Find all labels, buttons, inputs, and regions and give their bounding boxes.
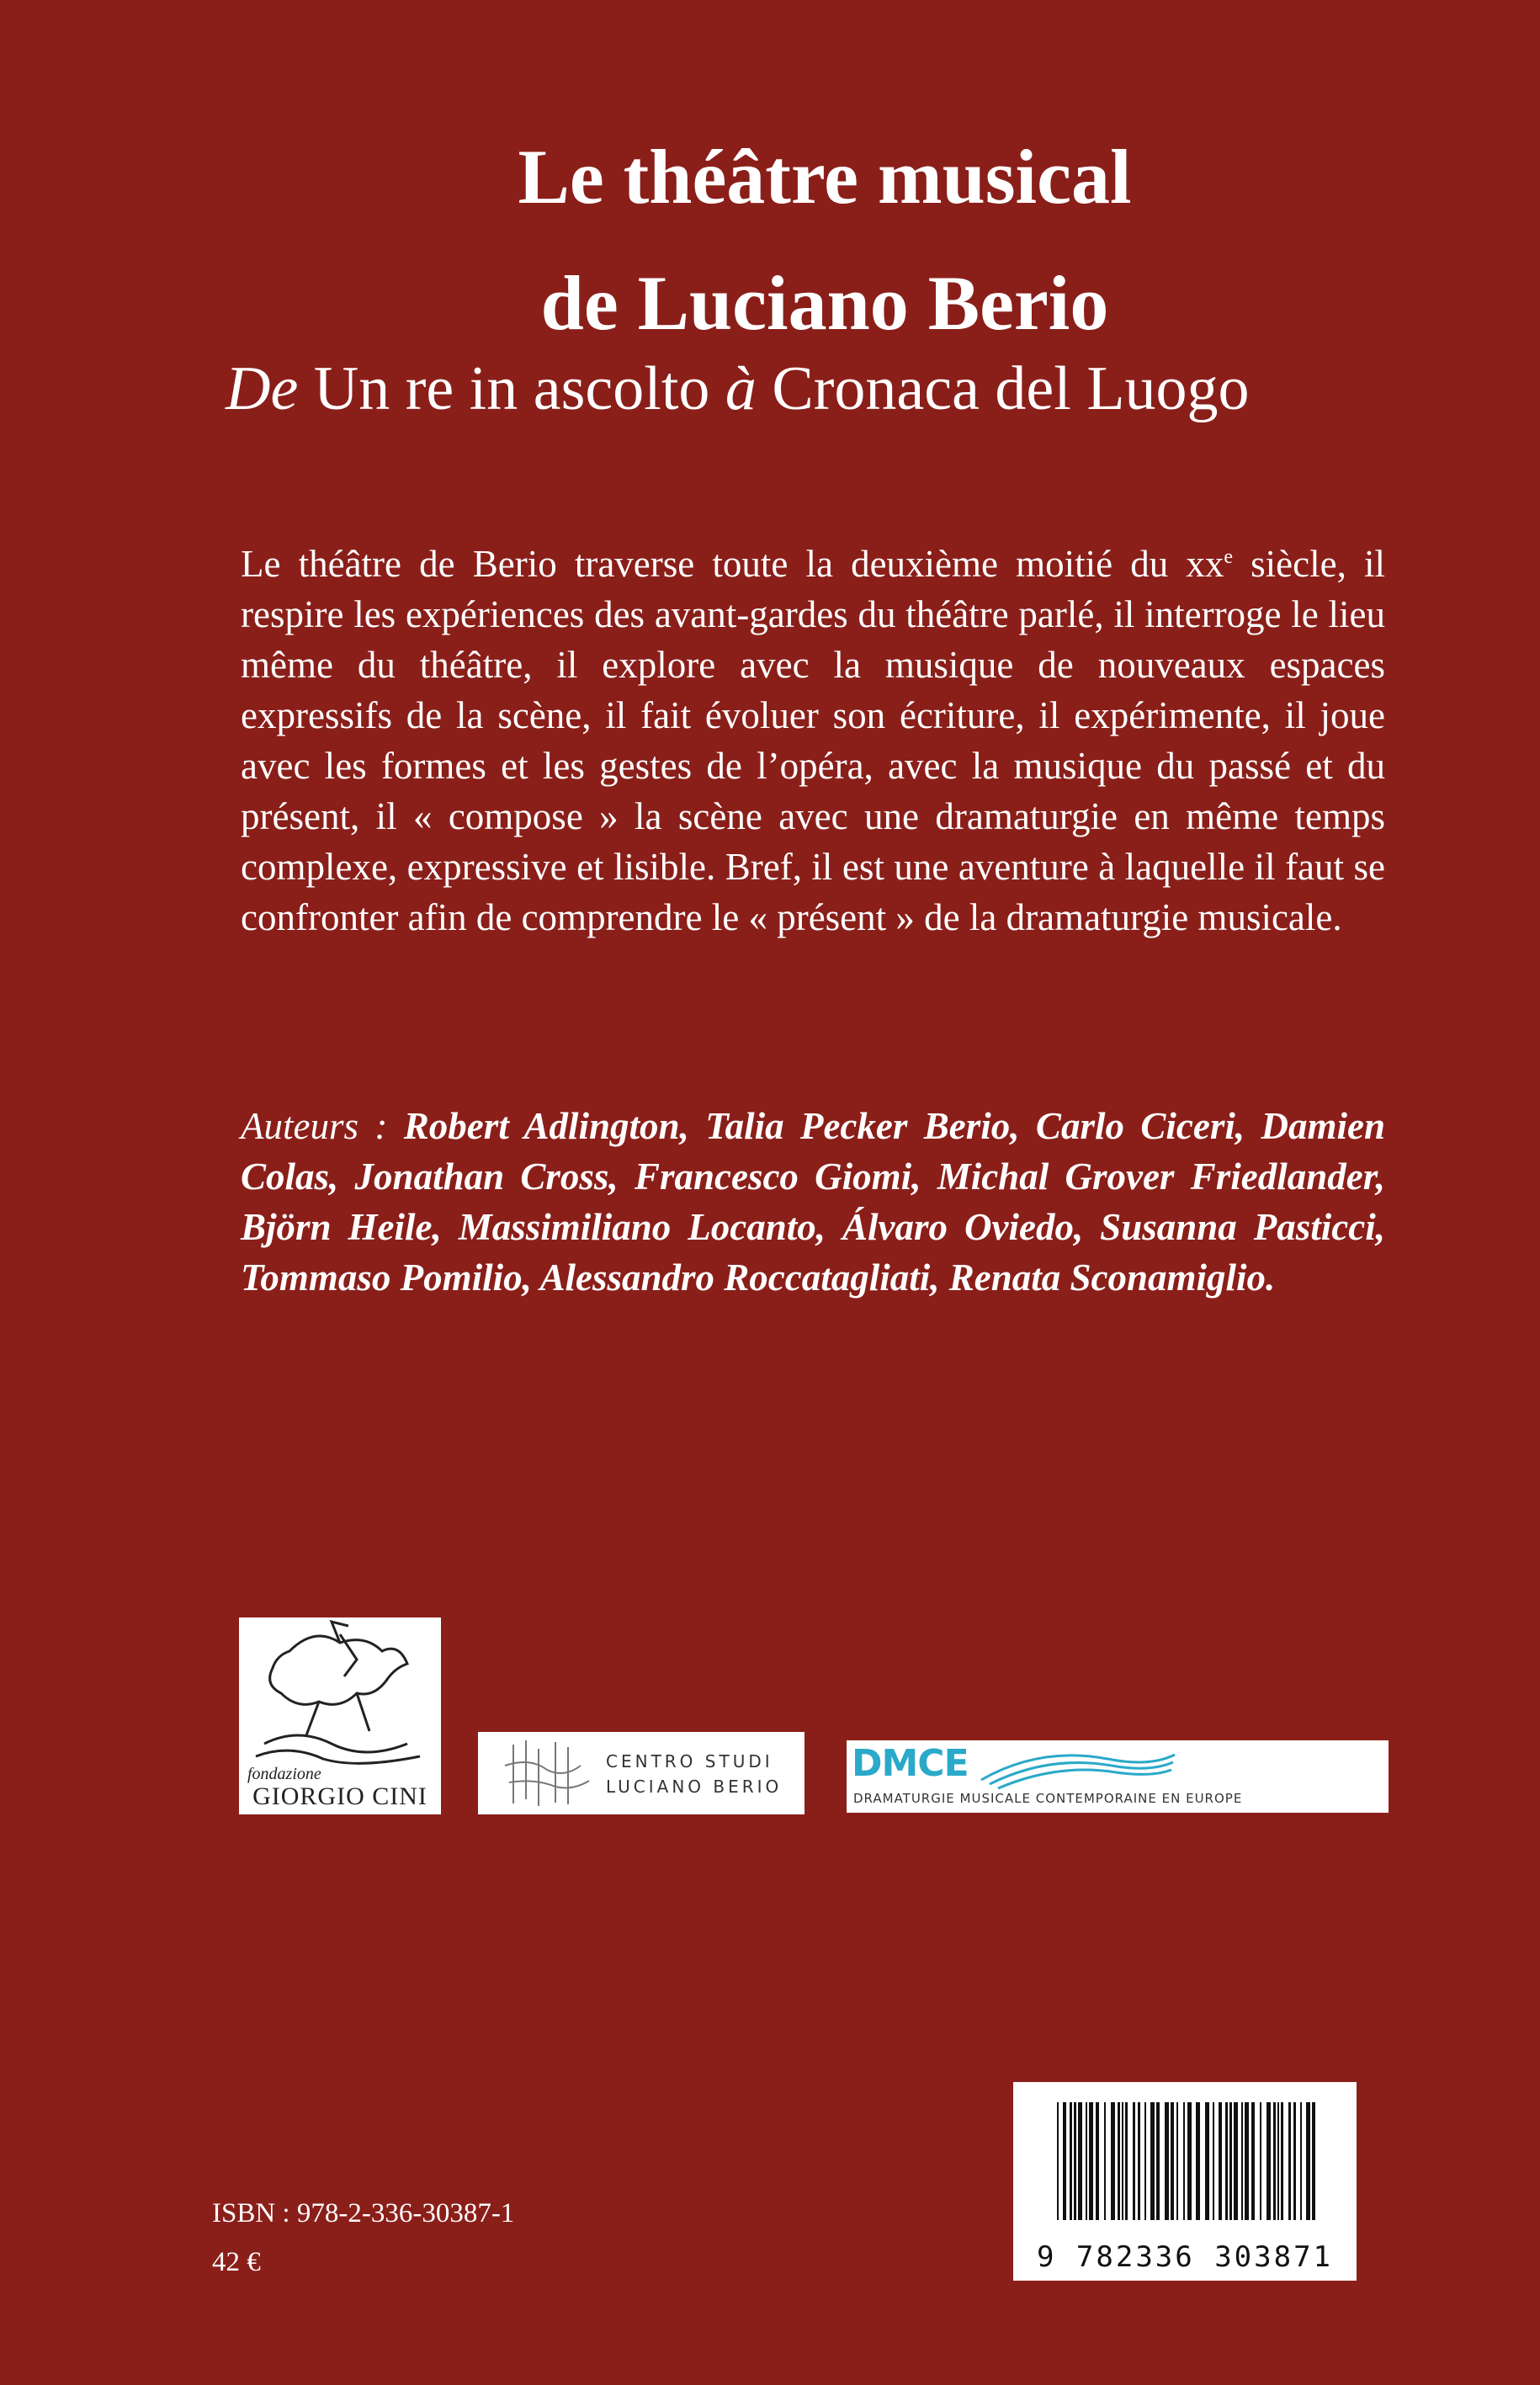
sound-wave-icon <box>973 1742 1183 1793</box>
dmce-subtitle: DRAMATURGIE MUSICALE CONTEMPORAINE EN EUROPE <box>853 1791 1243 1806</box>
blurb-text <box>241 539 1385 943</box>
authors-label: Auteurs : <box>241 1105 404 1147</box>
berio-line-2: LUCIANO BERIO <box>606 1777 783 1797</box>
title-line-1: Le théâtre musical <box>518 134 1132 220</box>
subtitle-work-1: Un re in ascolto <box>298 354 725 423</box>
title-line-2: de Luciano Berio <box>540 260 1109 346</box>
dmce-title: DMCE <box>852 1742 969 1785</box>
isbn: ISBN : 978-2-336-30387-1 <box>212 2198 515 2228</box>
book-subtitle <box>226 353 1250 425</box>
cini-name: GIORGIO CINI <box>252 1782 427 1810</box>
blurb-part-2: siècle, il respire les expériences des avant-gardes du théâtre parlé, il interroge le lieu même du théâtre, il explore avec la musique de nouveaux espaces expressifs de la scène, il fait évoluer son écriture, il expérimente, il joue avec les formes et les gestes de l’opéra, avec la musique du passé et du présent, il « compose » la scène avec une dramaturgie en même temps complexe, expressive et lisible. Bref, il est une aventure à laquelle il faut se confronter afin de comprendre le « présent » de la dramaturgie musicale. <box>241 543 1385 938</box>
giorgio-cini-logo <box>239 1617 441 1814</box>
barcode <box>1013 2082 1357 2281</box>
berio-line-1: CENTRO STUDI <box>606 1751 773 1771</box>
authors-list <box>241 1101 1385 1303</box>
dmce-logo <box>847 1740 1389 1813</box>
blurb-part-1: Le théâtre de Berio traverse toute la deuxième moitié du xx <box>241 543 1224 585</box>
berio-text <box>606 1749 782 1799</box>
centro-studi-berio-logo <box>478 1732 805 1814</box>
subtitle-a: à <box>725 354 757 423</box>
subtitle-work-2: Cronaca del Luogo <box>756 354 1250 423</box>
berio-signature-icon <box>497 1732 597 1814</box>
price: 42 € <box>212 2247 261 2277</box>
barcode-digits: 9 782336 303871 <box>1036 2240 1334 2274</box>
barcode-bars-icon <box>1013 2094 1357 2245</box>
authors-names: Robert Adlington, Talia Pecker Berio, Carlo Ciceri, Damien Colas, Jonathan Cross, Francesco Giomi, Michal Grover Friedlander, Björn Heile, Massimiliano Locanto, Álvaro Oviedo, Susanna Pasticci, Tommaso Pomilio, Alessandro Roccatagliati, Renata Sconamiglio. <box>241 1105 1385 1299</box>
subtitle-de: De <box>226 354 299 423</box>
horse-rider-drawing-icon <box>239 1617 441 1769</box>
book-title <box>0 114 1540 366</box>
blurb-superscript: e <box>1224 546 1234 568</box>
cini-small-text: fondazione <box>247 1765 321 1783</box>
